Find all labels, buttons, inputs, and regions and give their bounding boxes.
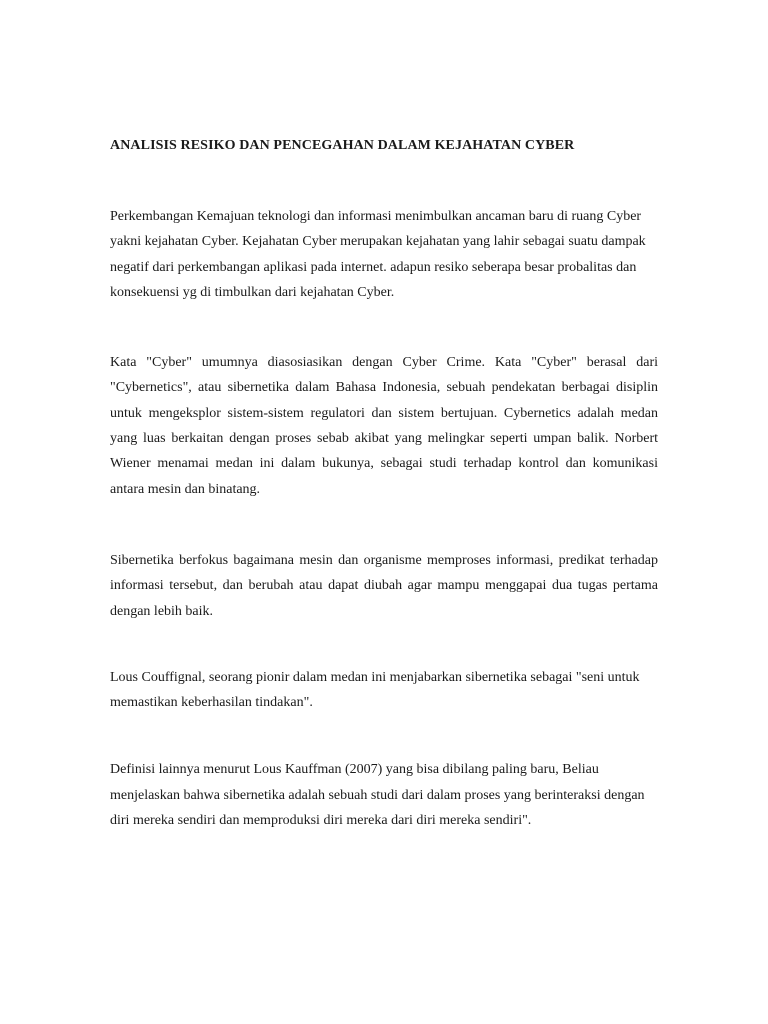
document-title: ANALISIS RESIKO DAN PENCEGAHAN DALAM KEJAHATAN CYBER [110,138,575,153]
paragraph-kauffman: Definisi lainnya menurut Lous Kauffman (2007) yang bisa dibilang paling baru, Beliau menjelaskan bahwa sibernetika adalah sebuah studi dari dalam proses yang berinteraksi dengan diri mereka sendiri dan memproduksi diri mereka dari diri mereka sendiri". [110,762,645,829]
paragraph-sibernetika-focus: Sibernetika berfokus bagaimana mesin dan organisme memproses informasi, predikat terhadap informasi tersebut, dan berubah atau dapat diubah agar mampu menggapai dua tugas pertama dengan lebih baik. [110,552,658,619]
paragraph-intro: Perkembangan Kemajuan teknologi dan informasi menimbulkan ancaman baru di ruang Cyber yakni kejahatan Cyber. Kejahatan Cyber merupakan kejahatan yang lahir sebagai suatu dampak negatif dari perkembangan aplikasi pada internet. adapun resiko seberapa besar probalitas dan konsekuensi yg di timbulkan dari kejahatan Cyber. [110,209,646,300]
paragraph-cyber-origin: Kata "Cyber" umumnya diasosiasikan dengan Cyber Crime. Kata "Cyber" berasal dari "Cybernetics", atau sibernetika dalam Bahasa Indonesia, sebuah pendekatan berbagai disiplin untuk mengeksplor sistem-sistem regulatori dan sistem bertujuan. Cybernetics adalah medan yang luas berkaitan dengan proses sebab akibat yang melingkar seperti umpan balik. Norbert Wiener menamai medan ini dalam bukunya, sebagai studi terhadap kontrol dan komunikasi antara mesin dan binatang. [110,355,658,497]
document-page [110,134,658,833]
paragraph-couffignal: Lous Couffignal, seorang pionir dalam medan ini menjabarkan sibernetika sebagai "seni untuk memastikan keberhasilan tindakan". [110,669,640,711]
